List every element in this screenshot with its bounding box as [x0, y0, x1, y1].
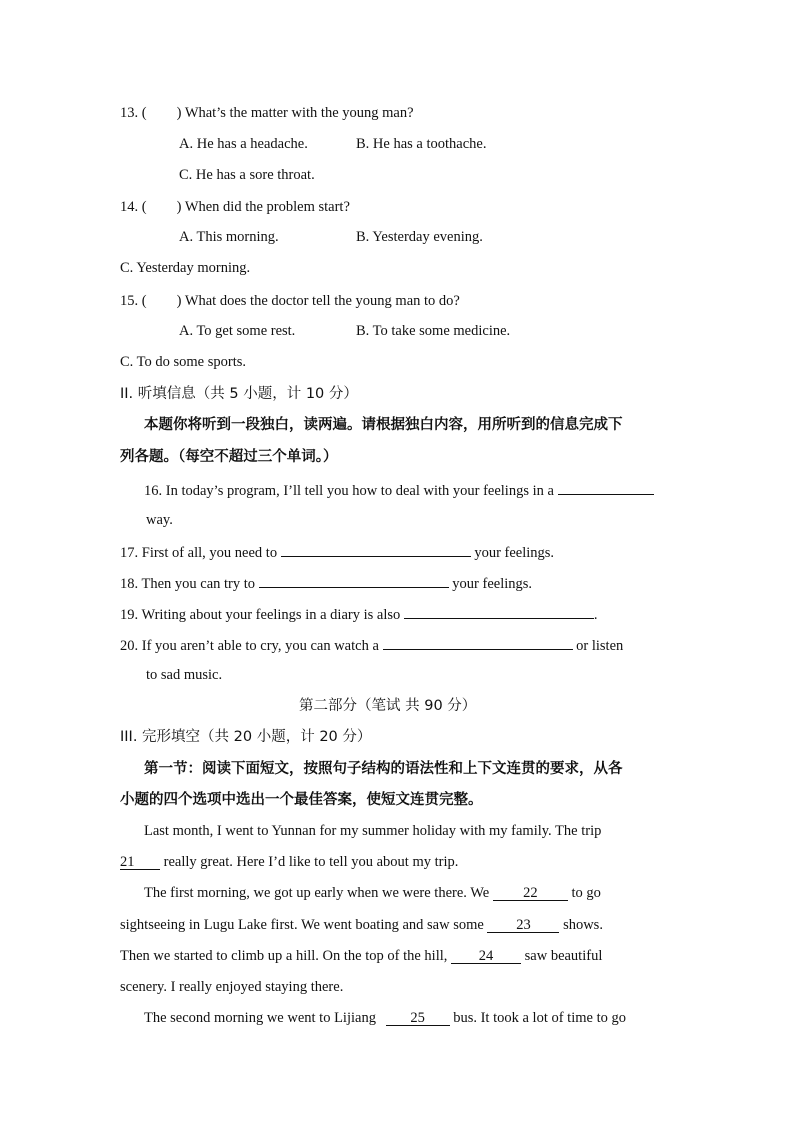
answer-blank-20[interactable] — [383, 635, 573, 650]
section-3-instruction-line2: 小题的四个选项中选出一个最佳答案，使短文连贯完整。 — [120, 792, 483, 808]
question-16-continuation: way. — [146, 512, 173, 528]
section-3-heading: III. 完形填空（共 20 小题，计 20 分） — [120, 729, 372, 745]
section-2-instruction-line1: 本题你将听到一段独白，读两遍。请根据独白内容，用所听到的信息完成下 — [144, 417, 623, 433]
option-13-b: B. He has a toothache. — [356, 136, 487, 152]
option-15-b: B. To take some medicine. — [356, 323, 511, 339]
question-13-text: What’s the matter with the young man? — [184, 105, 414, 121]
option-14-c: C. Yesterday morning. — [120, 260, 251, 276]
question-13: 13. ( ) What’s the matter with the young man? — [120, 105, 414, 121]
cloze-blank-24[interactable]: 24 — [451, 949, 521, 964]
option-14-b: B. Yesterday evening. — [356, 229, 483, 245]
question-20-continuation: to sad music. — [146, 667, 223, 683]
cloze-blank-25[interactable]: 25 — [386, 1011, 450, 1026]
answer-blank-17[interactable] — [281, 542, 471, 557]
section-3-instruction-line1: 第一节：阅读下面短文，按照句子结构的语法性和上下文连贯的要求，从各 — [144, 761, 623, 777]
passage-line-4: sightseeing in Lugu Lake first. We went boating and saw some 23 shows. — [120, 917, 603, 933]
question-16: 16. In today’s program, I’ll tell you how to deal with your feelings in a — [144, 480, 654, 500]
question-17: 17. First of all, you need to your feelings. — [120, 542, 554, 562]
cloze-blank-23[interactable]: 23 — [487, 918, 559, 933]
answer-blank-16[interactable] — [558, 480, 654, 495]
question-14-text: When did the problem start? — [184, 199, 350, 215]
answer-blank-19[interactable] — [404, 604, 594, 619]
question-13-number: 13. ( — [120, 105, 147, 121]
cloze-blank-22[interactable]: 22 — [493, 886, 568, 901]
option-15-c: C. To do some sports. — [120, 354, 247, 370]
passage-line-7: The second morning we went to Lijiang 25 bus. It took a lot of time to go — [144, 1010, 626, 1026]
option-15-a: A. To get some rest. — [179, 323, 296, 339]
passage-line-2: 21 really great. Here I’d like to tell you about my trip. — [120, 854, 459, 870]
part-2-heading: 第二部分（笔试 共 90 分） — [299, 698, 477, 714]
answer-blank-18[interactable] — [259, 573, 449, 588]
option-13-c: C. He has a sore throat. — [179, 167, 315, 183]
question-14: 14. ( ) When did the problem start? — [120, 199, 350, 215]
section-2-instruction-line2: 列各题。（每空不超过三个单词。） — [120, 449, 338, 465]
passage-line-6: scenery. I really enjoyed staying there. — [120, 979, 344, 995]
question-18: 18. Then you can try to your feelings. — [120, 573, 532, 593]
passage-line-3: The first morning, we got up early when we were there. We 22 to go — [144, 885, 601, 901]
passage-line-1: Last month, I went to Yunnan for my summer holiday with my family. The trip — [144, 823, 602, 839]
question-15-text: What does the doctor tell the young man to do? — [184, 293, 460, 309]
question-20: 20. If you aren’t able to cry, you can watch a or listen — [120, 635, 623, 655]
option-14-a: A. This morning. — [179, 229, 279, 245]
question-15: 15. ( ) What does the doctor tell the young man to do? — [120, 293, 460, 309]
question-14-number: 14. ( — [120, 199, 147, 215]
question-19: 19. Writing about your feelings in a diary is also . — [120, 604, 598, 624]
question-15-number: 15. ( — [120, 293, 147, 309]
passage-line-5: Then we started to climb up a hill. On the top of the hill, 24 saw beautiful — [120, 948, 603, 964]
cloze-blank-21[interactable]: 21 — [120, 855, 160, 870]
section-2-heading: II. 听填信息（共 5 小题，计 10 分） — [120, 386, 358, 402]
option-13-a: A. He has a headache. — [179, 136, 308, 152]
